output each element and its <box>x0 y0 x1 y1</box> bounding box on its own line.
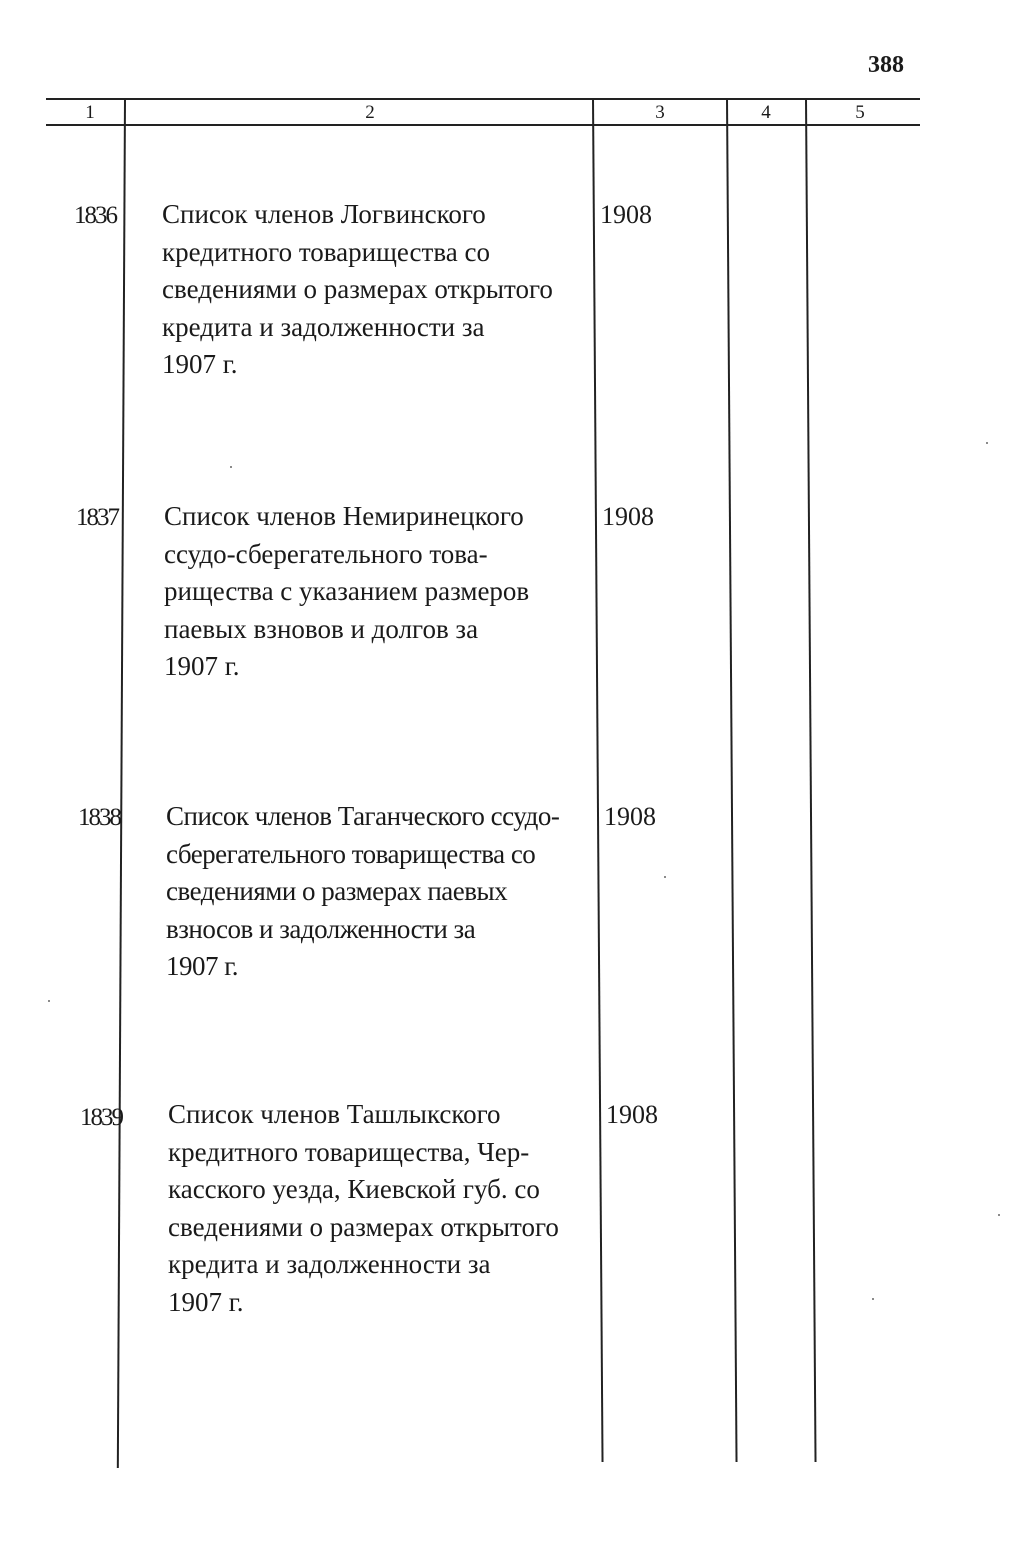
scan-speck <box>986 442 988 444</box>
row-description: Список членов Таганческого ссудо- сберегательного товарищества со сведениями о размерах паевых взносов и задолженности за 1907 г. <box>166 801 560 981</box>
column-divider-4 <box>805 98 817 1462</box>
row-description: Список членов Логвинского кредитного товарищества со сведениями о размерах открытого кредита и задолженности за 1907 г. <box>162 199 553 379</box>
row-year: 1908 <box>604 802 656 831</box>
row-number: 1836 <box>74 202 116 229</box>
row-description: Список членов Немиринецкого ссудо-сберегательного това- рищества с указанием размеров паевых взновов и долгов за 1907 г. <box>164 501 530 681</box>
row-number: 1839 <box>80 1104 122 1131</box>
column-header-2: 2 <box>365 102 375 123</box>
row-description: Список членов Ташлыкского кредитного товарищества, Чер- касского уезда, Киевской губ. со сведениями о размерах открытого кредита и задолженности за 1907 г. <box>168 1099 559 1317</box>
column-divider-1 <box>117 98 126 1468</box>
scan-speck <box>48 1000 50 1002</box>
page-number: 388 <box>868 52 904 78</box>
header-bottom-rule <box>46 124 920 126</box>
column-header-1: 1 <box>85 102 95 123</box>
column-header-5: 5 <box>855 102 865 123</box>
column-header-3: 3 <box>655 102 665 123</box>
scan-speck <box>664 876 666 878</box>
column-header-4: 4 <box>761 102 771 123</box>
scan-speck <box>998 1214 1000 1216</box>
column-divider-2 <box>592 98 604 1462</box>
row-year: 1908 <box>602 502 654 531</box>
scan-speck <box>872 1298 874 1300</box>
row-number: 1838 <box>78 804 120 831</box>
row-year: 1908 <box>600 200 652 229</box>
scan-speck <box>230 466 232 468</box>
row-year: 1908 <box>606 1100 658 1129</box>
column-divider-3 <box>726 98 738 1462</box>
row-number: 1837 <box>76 504 118 531</box>
header-top-rule <box>46 98 920 100</box>
